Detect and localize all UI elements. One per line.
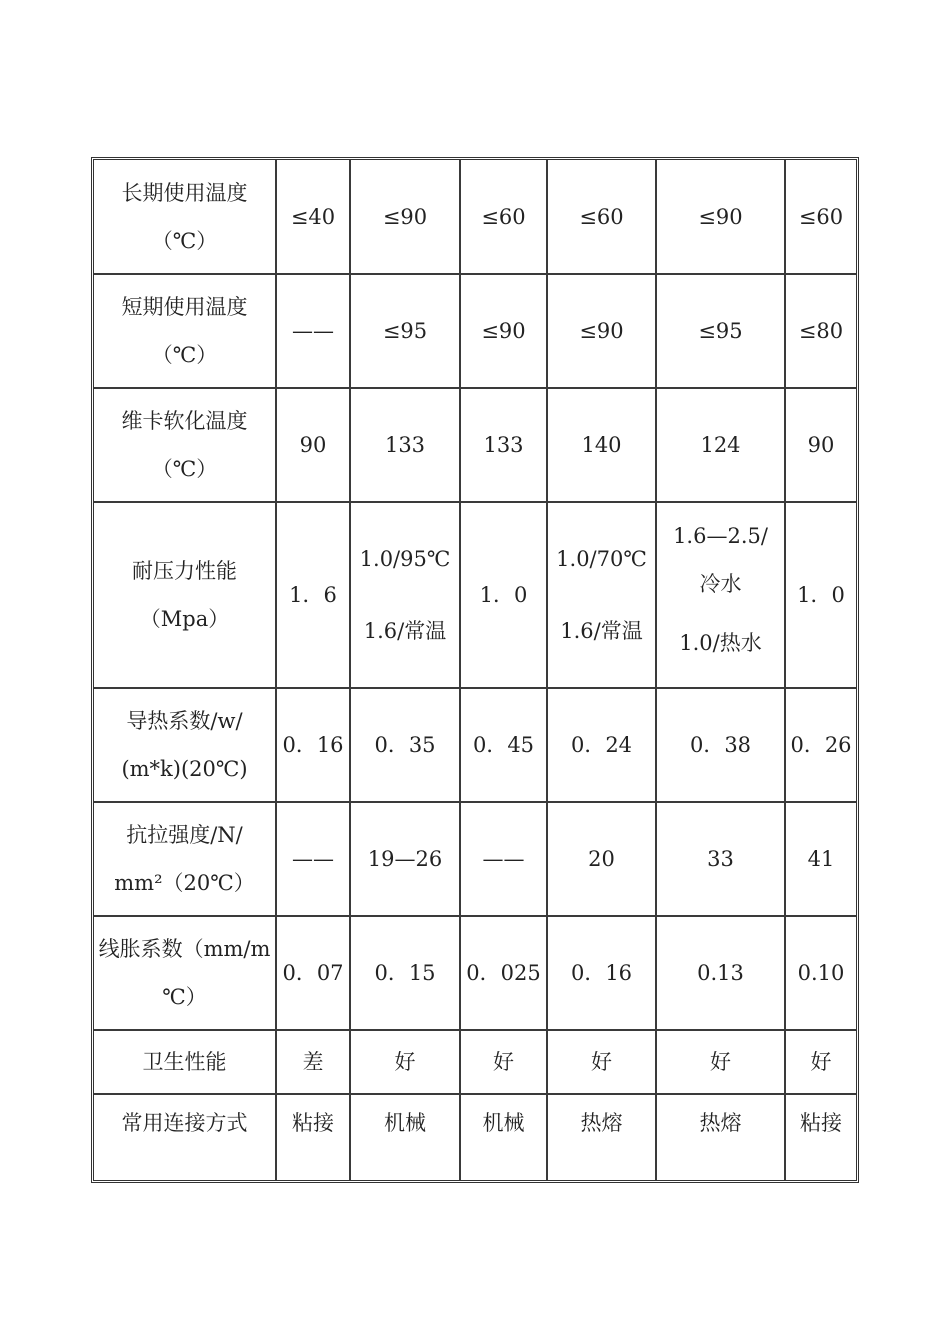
row-label: 线胀系数（mm/m ℃）	[94, 916, 276, 1030]
table-row	[94, 1030, 856, 1094]
table-cell: 0．24	[547, 688, 656, 802]
table-cell: 1.0/95℃ 1.6/常温	[350, 502, 460, 688]
table-cell: 0．26	[785, 688, 856, 802]
table-row	[94, 802, 856, 916]
table-cell: 0．45	[460, 688, 547, 802]
table-row	[94, 916, 856, 1030]
table-cell: 0．35	[350, 688, 460, 802]
table-cell: 124	[656, 388, 785, 502]
table-cell: 19—26	[350, 802, 460, 916]
table-row	[94, 388, 856, 502]
table-cell: ≤95	[656, 274, 785, 388]
table-cell: 差	[276, 1030, 350, 1094]
table-cell: 0．16	[547, 916, 656, 1030]
table-cell: 0．16	[276, 688, 350, 802]
table-cell: 机械	[350, 1094, 460, 1180]
row-label: 维卡软化温度 （℃）	[94, 388, 276, 502]
table-cell: ≤40	[276, 160, 350, 274]
table-cell: ≤90	[547, 274, 656, 388]
table-cell: 好	[785, 1030, 856, 1094]
table-cell: ≤95	[350, 274, 460, 388]
table-row	[94, 688, 856, 802]
table-cell: 90	[785, 388, 856, 502]
table-row	[94, 502, 856, 688]
table-cell: ≤90	[350, 160, 460, 274]
table-cell: ≤60	[785, 160, 856, 274]
table-cell: ≤80	[785, 274, 856, 388]
table-cell: 好	[656, 1030, 785, 1094]
table-cell: 33	[656, 802, 785, 916]
table-cell: 90	[276, 388, 350, 502]
table-cell: ≤60	[460, 160, 547, 274]
pipe-properties-table	[94, 160, 856, 1180]
table-cell: ≤90	[460, 274, 547, 388]
table-row	[94, 1094, 856, 1180]
row-label: 导热系数/w/ (m*k)(20℃)	[94, 688, 276, 802]
table-cell: 0.13	[656, 916, 785, 1030]
row-label: 抗拉强度/N/ mm²（20℃）	[94, 802, 276, 916]
row-label: 卫生性能	[94, 1030, 276, 1094]
row-label: 长期使用温度 （℃）	[94, 160, 276, 274]
row-label: 耐压力性能 （Mpa）	[94, 502, 276, 688]
table-cell: ≤90	[656, 160, 785, 274]
table-cell: 热熔	[656, 1094, 785, 1180]
table-cell: 热熔	[547, 1094, 656, 1180]
table-cell: 41	[785, 802, 856, 916]
table-cell: 1．6	[276, 502, 350, 688]
table-cell: 20	[547, 802, 656, 916]
table-cell: 1．0	[460, 502, 547, 688]
table-cell: 好	[547, 1030, 656, 1094]
table-cell: 1.6—2.5/ 冷水 1.0/热水	[656, 502, 785, 688]
table-cell: 133	[350, 388, 460, 502]
table-cell: 140	[547, 388, 656, 502]
table-cell: 粘接	[785, 1094, 856, 1180]
table-cell: 好	[460, 1030, 547, 1094]
table-cell: 133	[460, 388, 547, 502]
table-cell: ——	[460, 802, 547, 916]
table-cell: 1.0/70℃ 1.6/常温	[547, 502, 656, 688]
properties-table	[91, 157, 859, 1183]
row-label: 常用连接方式	[94, 1094, 276, 1180]
table-cell: 0．38	[656, 688, 785, 802]
row-label: 短期使用温度 （℃）	[94, 274, 276, 388]
table-cell: 1．0	[785, 502, 856, 688]
table-cell: 0．15	[350, 916, 460, 1030]
table-cell: ——	[276, 802, 350, 916]
table-cell: ≤60	[547, 160, 656, 274]
table-cell: 0.10	[785, 916, 856, 1030]
table-cell: ——	[276, 274, 350, 388]
table-cell: 0．07	[276, 916, 350, 1030]
table-row	[94, 160, 856, 274]
table-cell: 好	[350, 1030, 460, 1094]
table-cell: 机械	[460, 1094, 547, 1180]
table-row	[94, 274, 856, 388]
table-cell: 粘接	[276, 1094, 350, 1180]
table-cell: 0．025	[460, 916, 547, 1030]
